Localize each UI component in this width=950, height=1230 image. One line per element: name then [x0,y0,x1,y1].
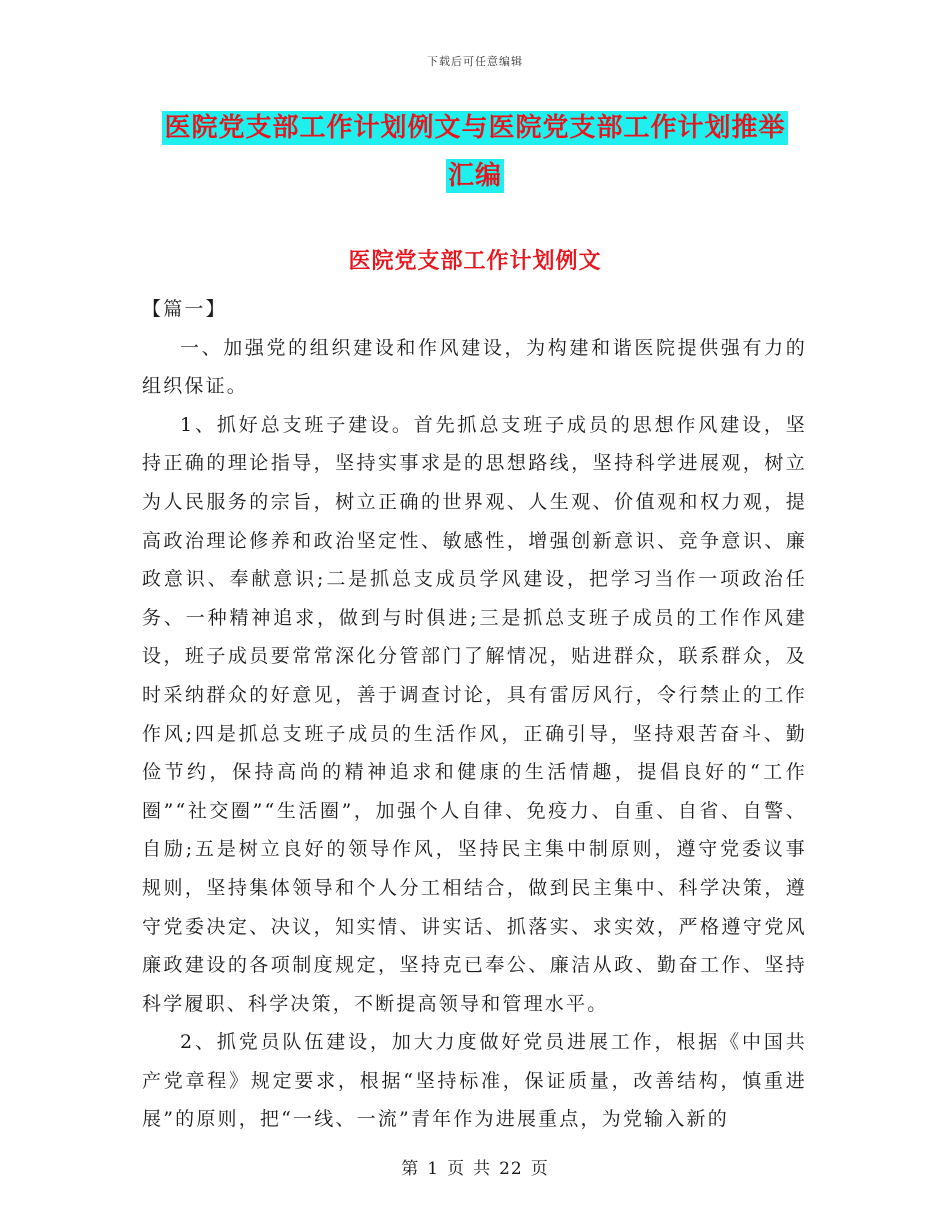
part-label: 【篇一】 [142,298,227,320]
document-title-line1: 医院党支部工作计划例文与医院党支部工作计划推举 [164,113,786,143]
page-prefix: 第 [401,1159,420,1179]
document-title [0,104,950,200]
paragraph: 2、抓党员队伍建设，加大力度做好党员进展工作，根据《中国共产党章程》规定要求，根据“坚持标准，保证质量，改善结构，慎重进展”的原则，把“一线、一流”青年作为进展重点，为党输入新的 [142,1031,807,1131]
section-title: 医院党支部工作计划例文 [348,248,602,274]
paragraph: 1、抓好总支班子建设。首先抓总支班子成员的思想作风建设，坚持正确的理论指导，坚持实事求是的思想路线，坚持科学进展观，树立为人民服务的宗旨，树立正确的世界观、人生观、价值观和权力观，提高政治理论修养和政治坚定性、敏感性，增强创新意识、竞争意识、廉政意识、奉献意识;二是抓总支成员学风建设，把学习当作一项政治任务、一种精神追求，做到与时俱进;三是抓总支班子成员的工作作风建设，班子成员要常常深化分管部门了解情况，贴进群众，联系群众，及时采纳群众的好意见，善于调查讨论，具有雷厉风行，令行禁止的工作作风;四是抓总支班子成员的生活作风，正确引导，坚持艰苦奋斗、勤俭节约，保持高尚的精神追求和健康的生活情趣，提倡良好的“工作圈”“社交圈”“生活圈”，加强个人自律、免疫力、自重、自省、自警、自励;五是树立良好的领导作风，坚持民主集中制原则，遵守党委议事规则，坚持集体领导和个人分工相结合，做到民主集中、科学决策，遵守党委决定、决议，知实情、讲实话、抓落实、求实效，严格遵守党风廉政建设的各项制度规定，坚持克已奉公、廉洁从政、勤奋工作、坚持科学履职、科学决策，不断提高领导和管理水平。 [142,413,807,1015]
page-middle1: 页 [447,1159,466,1179]
document-body [142,290,807,1139]
paragraph: 一、加强党的组织建设和作风建设，为构建和谐医院提供强有力的组织保证。 [142,336,807,398]
document-title-line2: 汇编 [447,161,502,191]
header-note: 下载后可任意编辑 [427,55,523,68]
page-total: 22 [499,1159,523,1179]
page-current: 1 [427,1159,440,1179]
page-suffix: 页 [530,1159,549,1179]
page-middle2: 共 [473,1159,492,1179]
page-footer [0,1154,950,1179]
